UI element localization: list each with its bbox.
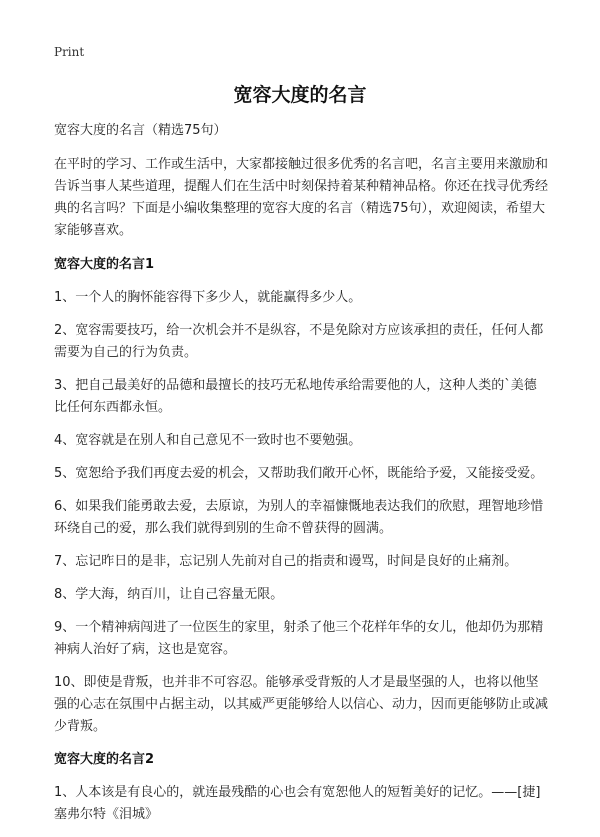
page-title: 宽容大度的名言	[233, 84, 367, 106]
quote-item: 6、如果我们能勇敢去爱，去原谅，为别人的幸福慷慨地表达我们的欣慰，理智地珍惜环绕自己的爱，那么我们就得到别的生命不曾获得的圆满。	[54, 499, 544, 536]
section-heading: 宽容大度的名言1	[54, 257, 155, 272]
quote-item: 1、人本该是有良心的，就连最残酷的心也会有宽恕他人的短暂美好的记忆。——[捷]塞弗尔特《泪城》	[54, 785, 541, 822]
print-link[interactable]: Print	[54, 45, 85, 59]
quote-item: 10、即使是背叛，也并非不可容忍。能够承受背叛的人才是最坚强的人，也将以他坚强的心志在氛围中占据主动，以其威严更能够给人以信心、动力，因而更能够防止或减少背叛。	[54, 675, 549, 734]
quote-item: 8、学大海，纳百川，让自己容量无限。	[54, 587, 284, 602]
article-subtitle: 宽容大度的名言（精选75句）	[54, 123, 227, 138]
article-intro: 在平时的学习、工作或生活中，大家都接触过很多优秀的名言吧，名言主要用来激励和告诉当事人某些道理，提醒人们在生活中时刻保持着某种精神品格。你还在找寻优秀经典的名言吗？下面是小编收集整理的宽容大度的名言（精选75句），欢迎阅读，希望大家能够喜欢。	[54, 157, 549, 238]
quote-item: 5、宽恕给予我们再度去爱的机会，又帮助我们敞开心怀，既能给予爱，又能接受爱。	[54, 466, 544, 481]
quote-item: 7、忘记昨日的是非，忘记别人先前对自己的指责和谩骂，时间是良好的止痛剂。	[54, 554, 518, 569]
quote-item: 2、宽容需要技巧，给一次机会并不是纵容，不是免除对方应该承担的责任，任何人都需要为自己的行为负责。	[54, 323, 544, 360]
section-heading: 宽容大度的名言2	[54, 752, 155, 767]
quote-item: 9、一个精神病闯进了一位医生的家里，射杀了他三个花样年华的女儿，他却仍为那精神病人治好了病，这也是宽容。	[54, 620, 544, 657]
quote-item: 4、宽容就是在别人和自己意见不一致时也不要勉强。	[54, 433, 362, 448]
article-body	[54, 120, 548, 837]
quote-item: 1、一个人的胸怀能容得下多少人，就能赢得多少人。	[54, 290, 362, 305]
quote-section-1	[54, 254, 548, 738]
quote-item: 3、把自己最美好的品德和最擅长的技巧无私地传承给需要他的人，这种人类的`美德比任何东西都永恒。	[54, 378, 537, 415]
quote-section-2	[54, 749, 548, 826]
